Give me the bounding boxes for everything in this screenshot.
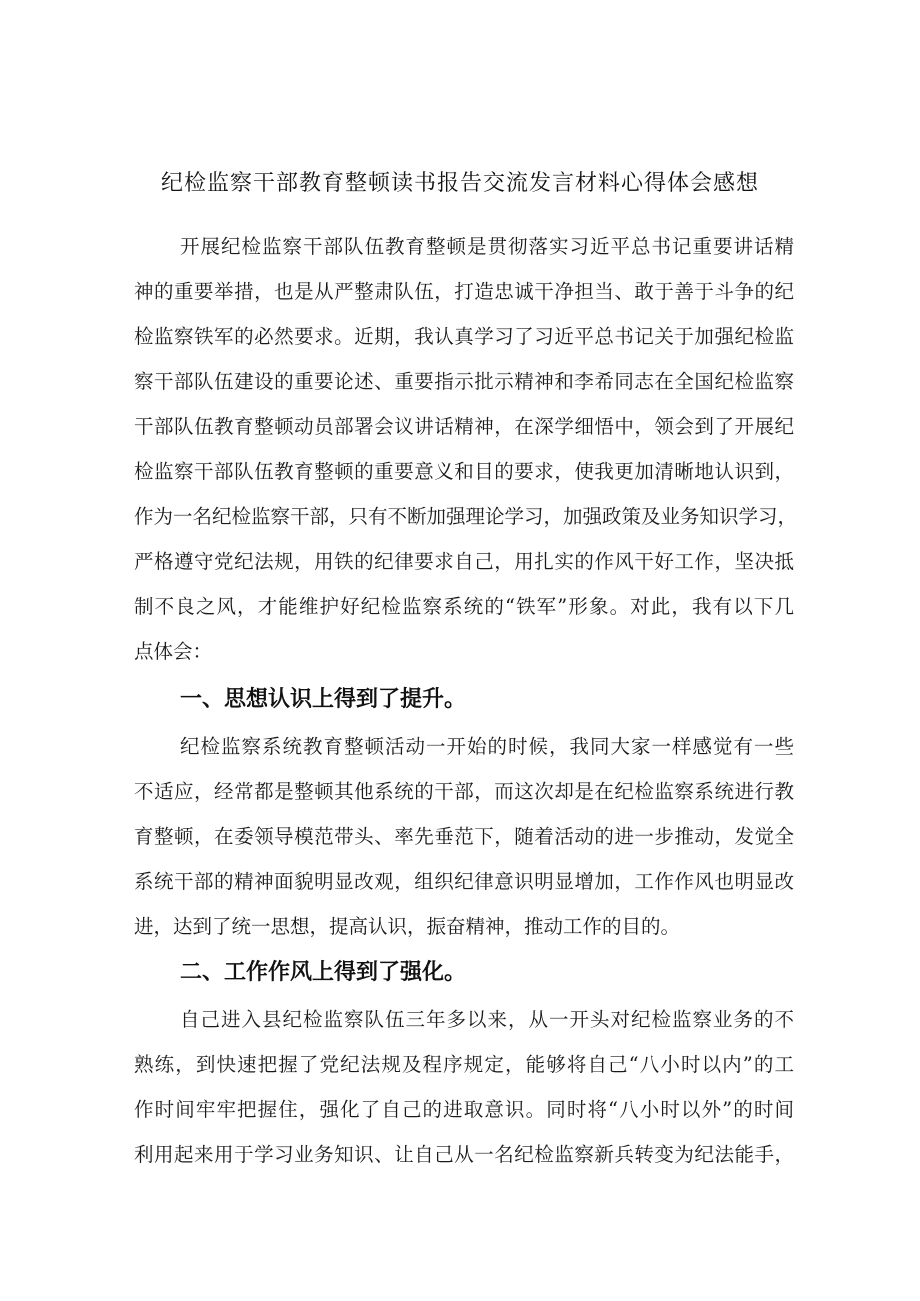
section-1-line: 进，达到了统一思想，提高认识，振奋精神，推动工作的目的。 bbox=[134, 915, 681, 938]
section-1-heading: 一、思想认识上得到了提升。 bbox=[180, 687, 467, 712]
intro-line: 察干部队伍建设的重要论述、重要指示批示精神和李希同志在全国纪检监察 bbox=[134, 370, 794, 393]
intro-line: 检监察干部队伍教育整顿的重要意义和目的要求，使我更加清晰地认识到， bbox=[134, 460, 794, 483]
intro-line: 严格遵守党纪法规，用铁的纪律要求自己，用扎实的作风干好工作，坚决抵 bbox=[134, 550, 794, 573]
section-2-heading: 二、工作作风上得到了强化。 bbox=[180, 960, 467, 985]
intro-line: 神的重要举措，也是从严整肃队伍，打造忠诚干净担当、敢于善于斗争的纪 bbox=[134, 280, 794, 303]
document-title: 纪检监察干部教育整顿读书报告交流发言材料心得体会感想 bbox=[160, 171, 759, 196]
section-1-line: 纪检监察系统教育整顿活动一开始的时候，我同大家一样感觉有一些 bbox=[180, 735, 794, 758]
section-2-line: 熟练，到快速把握了党纪法规及程序规定，能够将自己“八小时以内”的工 bbox=[134, 1053, 794, 1076]
section-1-line: 系统干部的精神面貌明显改观，组织纪律意识明显增加，工作作风也明显改 bbox=[134, 870, 794, 893]
section-2-line: 作时间牢牢把握住，强化了自己的进取意识。同时将“八小时以外”的时间 bbox=[134, 1098, 794, 1121]
intro-line: 检监察铁军的必然要求。近期，我认真学习了习近平总书记关于加强纪检监 bbox=[134, 325, 794, 348]
intro-line: 开展纪检监察干部队伍教育整顿是贯彻落实习近平总书记重要讲话精 bbox=[180, 235, 794, 258]
intro-line: 作为一名纪检监察干部，只有不断加强理论学习，加强政策及业务知识学习， bbox=[134, 505, 798, 528]
intro-line: 点体会： bbox=[134, 640, 213, 663]
section-2-line: 自己进入县纪检监察队伍三年多以来，从一开头对纪检监察业务的不 bbox=[180, 1008, 794, 1031]
intro-line: 干部队伍教育整顿动员部署会议讲话精神，在深学细悟中，领会到了开展纪 bbox=[134, 415, 794, 438]
section-1-line: 育整顿，在委领导模范带头、率先垂范下，随着活动的进一步推动，发觉全 bbox=[134, 825, 794, 848]
section-2-line: 利用起来用于学习业务知识、让自己从一名纪检监察新兵转变为纪法能手， bbox=[134, 1143, 794, 1166]
intro-line: 制不良之风，才能维护好纪检监察系统的“铁军”形象。对此，我有以下几 bbox=[134, 595, 794, 618]
section-1-line: 不适应，经常都是整顿其他系统的干部，而这次却是在纪检监察系统进行教 bbox=[134, 780, 794, 803]
